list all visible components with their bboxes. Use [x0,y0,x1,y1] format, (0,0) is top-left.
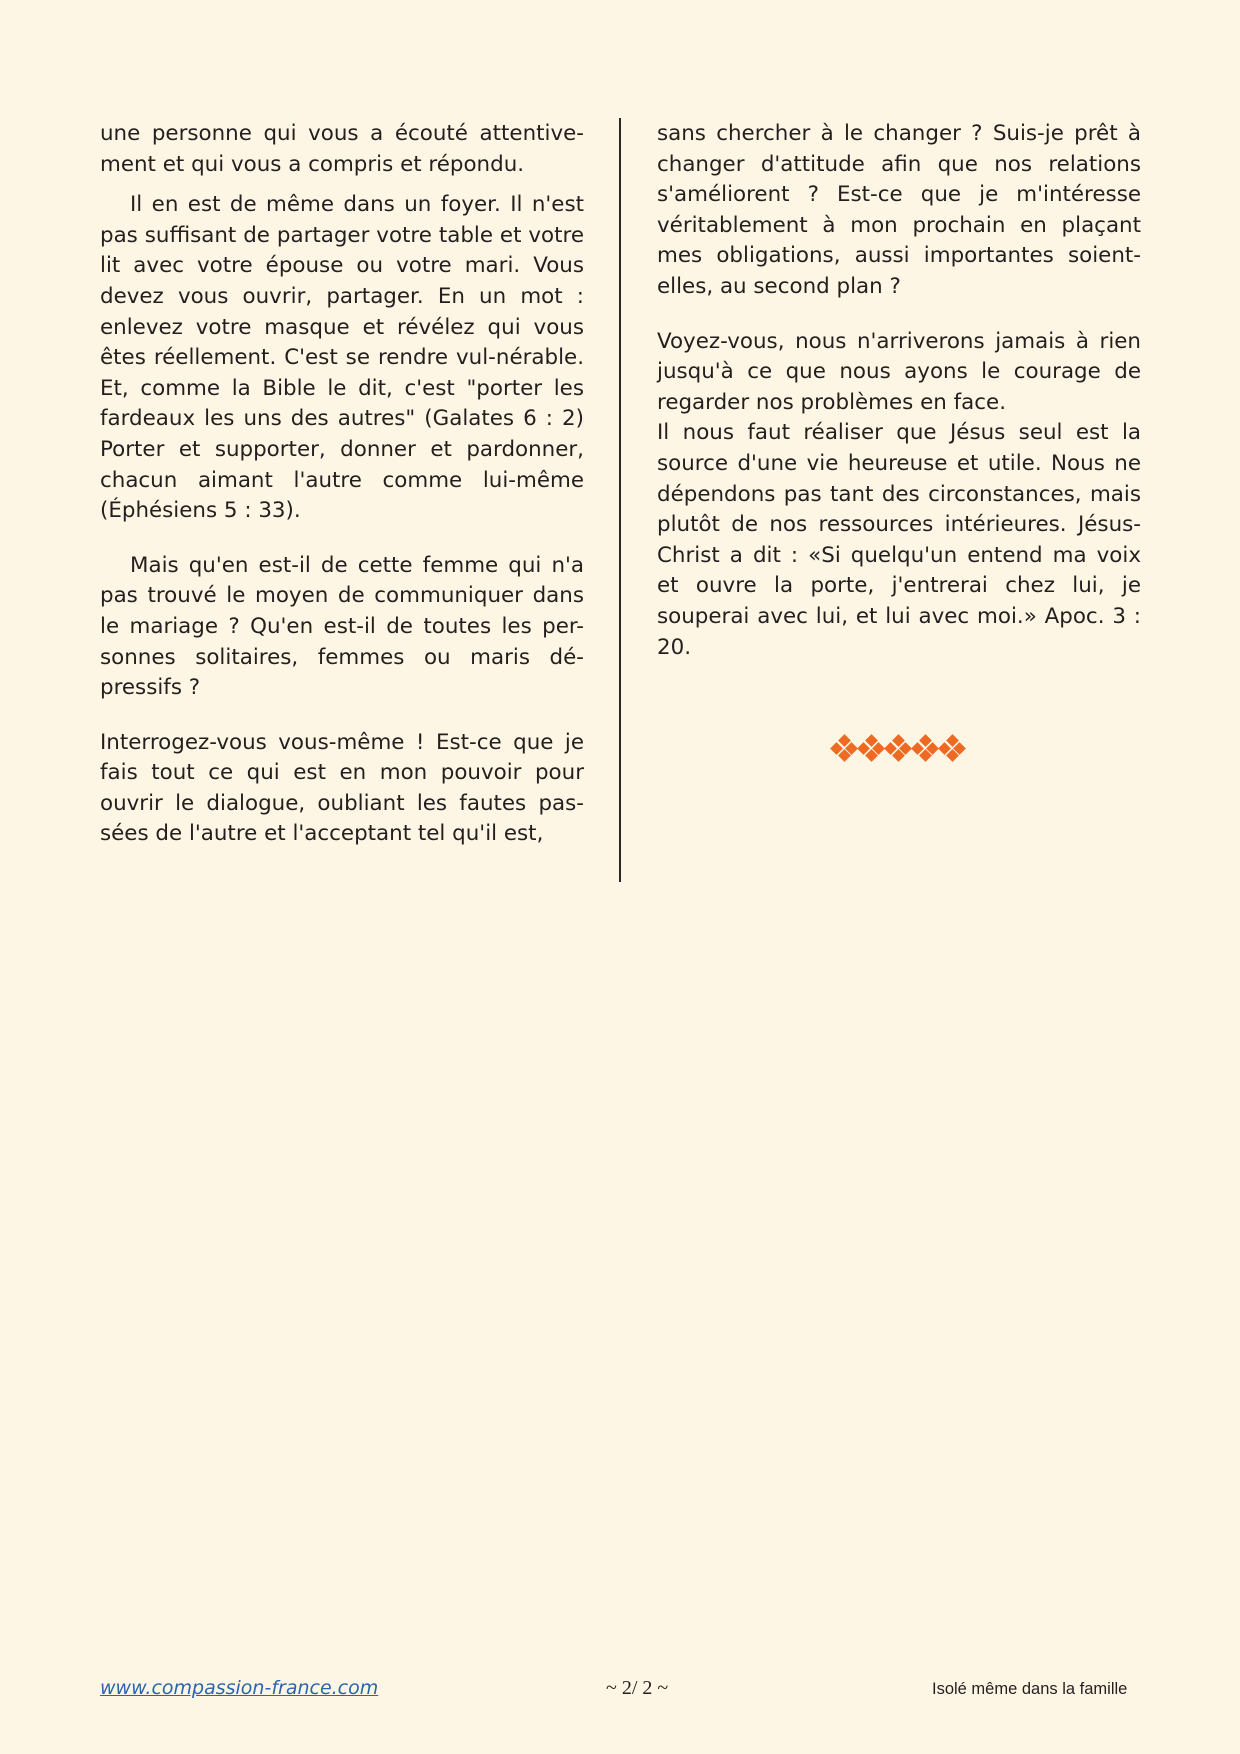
diamond-cluster-icon [832,736,856,760]
page-number: ~ 2/ 2 ~ [606,1677,669,1699]
paragraph: Interrogez-vous vous-même ! Est-ce que je fais tout ce qui est en mon pouvoir pour ouvrir le dialogue, oubliant les fautes pas-sées de l'autre et l'acceptant tel qu'il est, [100,729,584,847]
website-link[interactable]: www.compassion-france.com [100,1677,379,1699]
paragraph: sans chercher à le changer ? Suis-je prêt à changer d'attitude afin que nos relations s'améliorent ? Est-ce que je m'intéresse véritablement à mon prochain en plaçant mes obligations, aussi importantes soient-elles, au second plan ? [657,121,1141,299]
diamond-cluster-icon [859,736,883,760]
diamond-cluster-icon [832,736,964,766]
paragraph: Il nous faut réaliser que Jésus seul est la source d'une vie heureuse et utile. Nous ne dépendons pas tant des circonstances, mais plutôt de nos ressources intérieures. Jésus-Christ a dit : «Si quelqu'un entend ma voix et ouvre la porte, j'entrerai chez lui, je souperai avec lui, et lui avec moi.» Apoc. 3 : 20. [657,420,1141,660]
column-divider [619,118,621,882]
paragraph: Il en est de même dans un foyer. Il n'est pas suffisant de partager votre table et votre lit avec votre épouse ou votre mari. Vous devez vous ouvrir, partager. En un mot : enlevez votre masque et révélez qui vous êtes réellement. C'est se rendre vul-nérable. Et, comme la Bible le dit, c'est "porter les fardeaux les uns des autres" (Galates 6 : 2) Porter et supporter, donner et pardonner, chacun aimant l'autre comme lui-même (Éphésiens 5 : 33). [100,192,584,524]
document-title: Isolé même dans la famille [932,1680,1128,1698]
diamond-cluster-icon [886,736,910,760]
diamond-cluster-icon [940,736,964,760]
paragraph: Voyez-vous, nous n'arriverons jamais à rien jusqu'à ce que nous ayons le courage de regarder nos problèmes en face. [657,328,1141,415]
right-column [657,119,1141,663]
paragraph: une personne qui vous a écouté attentive-ment et qui vous a compris et répondu. [100,121,584,177]
paragraph: Mais qu'en est-il de cette femme qui n'a pas trouvé le moyen de communiquer dans le mariage ? Qu'en est-il de toutes les per-sonnes solitaires, femmes ou maris dé-pressifs ? [100,552,584,701]
left-column [100,119,584,850]
diamond-cluster-icon [913,736,937,760]
